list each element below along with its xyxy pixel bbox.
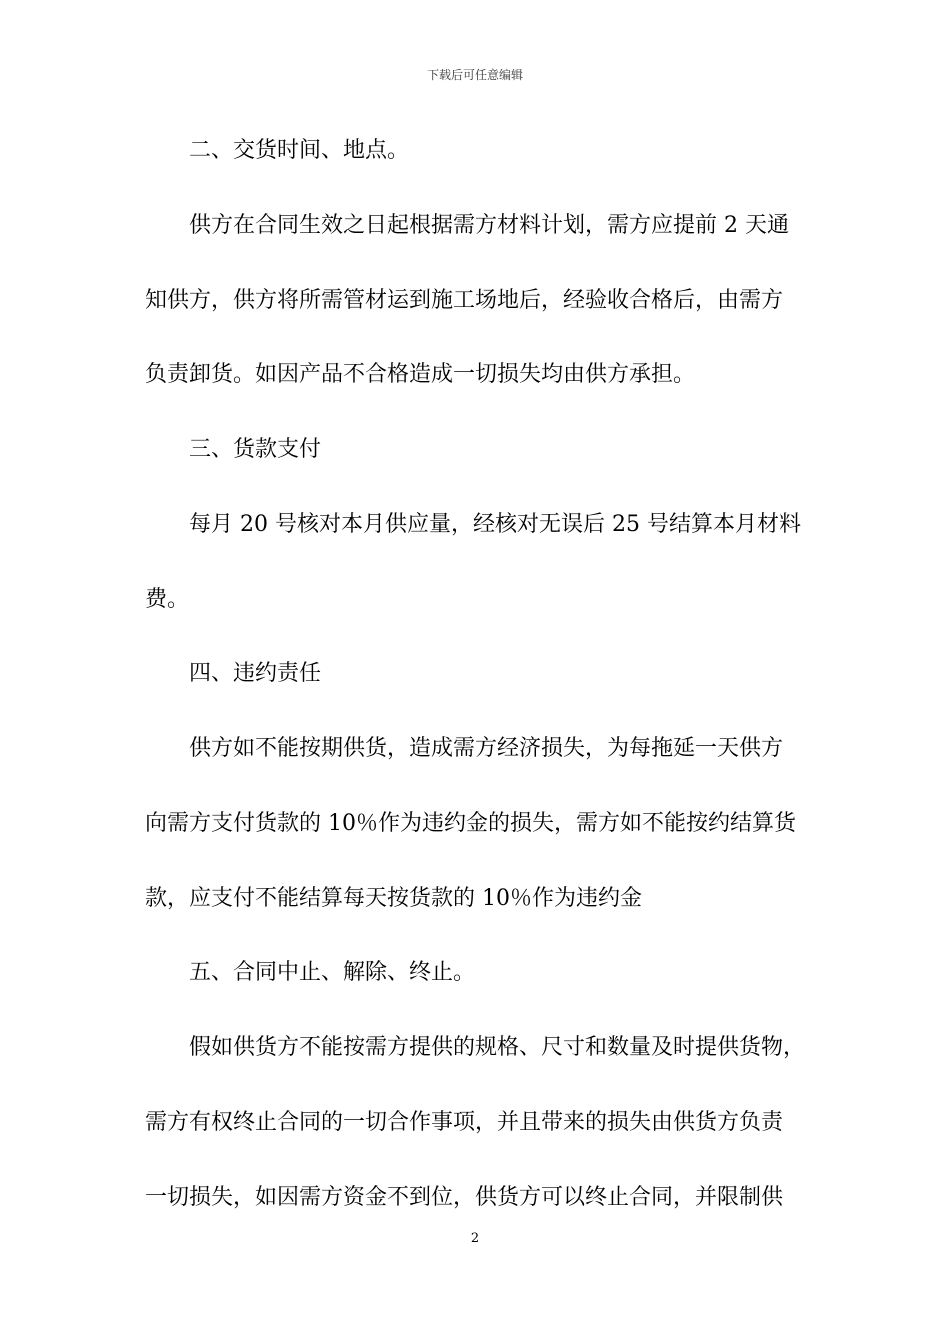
paragraph-line: 向需方支付货款的 10％作为违约金的损失，需方如不能按约结算货 bbox=[145, 811, 796, 836]
paragraph-line: 费。 bbox=[145, 587, 190, 612]
paragraph-line: 假如供货方不能按需方提供的规格、尺寸和数量及时提供货物， bbox=[189, 1035, 806, 1060]
paragraph-line: 供方在合同生效之日起根据需方材料计划，需方应提前 2 天通 bbox=[189, 213, 789, 238]
section-heading-liability: 四、违约责任 bbox=[189, 661, 322, 686]
paragraph-line: 知供方，供方将所需管材运到施工场地后，经验收合格后，由需方 bbox=[145, 288, 784, 313]
section-heading-termination: 五、合同中止、解除、终止。 bbox=[189, 960, 476, 985]
section-heading-payment: 三、货款支付 bbox=[189, 437, 322, 462]
paragraph-line: 每月 20 号核对本月供应量，经核对无误后 25 号结算本月材料 bbox=[189, 512, 801, 537]
paragraph-line: 负责卸货。如因产品不合格造成一切损失均由供方承担。 bbox=[145, 362, 696, 387]
header-note: 下载后可任意编辑 bbox=[426, 68, 523, 82]
paragraph-line: 款，应支付不能结算每天按货款的 10％作为违约金 bbox=[145, 886, 642, 911]
page-number: 2 bbox=[470, 1231, 480, 1246]
paragraph-line: 供方如不能按期供货，造成需方经济损失，为每拖延一天供方 bbox=[189, 736, 784, 761]
paragraph-line: 一切损失，如因需方资金不到位，供货方可以终止合同，并限制供 bbox=[145, 1185, 784, 1210]
section-heading-delivery: 二、交货时间、地点。 bbox=[189, 138, 410, 163]
paragraph-line: 需方有权终止合同的一切合作事项，并且带来的损失由供货方负责 bbox=[145, 1110, 784, 1135]
